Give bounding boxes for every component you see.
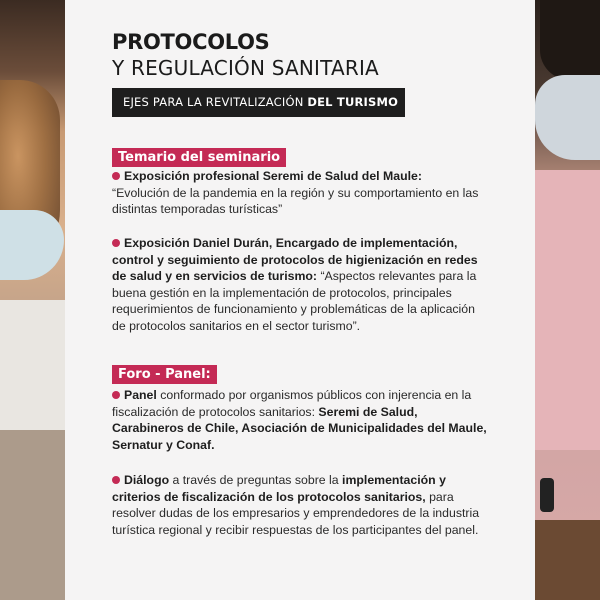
- band-bold-text: DEL TURISMO: [307, 95, 399, 109]
- photo-face-mask: [0, 210, 64, 280]
- background-photo-right: [535, 0, 600, 600]
- item-heading: Exposición Daniel Durán, Encargado de implementación, control y seguimiento de protocolos de higienización en redes de salud y en servicios de turismo:: [112, 236, 478, 284]
- photo-face-mask: [535, 75, 600, 160]
- theme-band: [112, 88, 405, 117]
- item-heading: Diálogo: [124, 473, 170, 487]
- photo-watch: [540, 478, 554, 512]
- item-text: “Aspectos relevantes para la buena gestión en la implementación de protocolos, principales requerimientos de funcionamiento y problemáticas de la aplicación de protocolos sanitarios en el sector turismo”.: [112, 269, 477, 333]
- photo-table: [535, 520, 600, 600]
- page-subtitle: Y REGULACIÓN SANITARIA: [112, 56, 379, 80]
- bullet-dot-icon: [112, 172, 120, 180]
- photo-hair: [540, 0, 600, 80]
- bullet-dot-icon: [112, 239, 120, 247]
- section-label-foro: Foro - Panel:: [112, 365, 217, 384]
- item-text: conformado por organismos públicos con injerencia en la fiscalización de protocolos sanitarios:: [112, 388, 472, 419]
- list-item: [112, 472, 492, 538]
- content-card: [65, 0, 535, 600]
- item-text: a través de preguntas sobre la: [169, 473, 343, 487]
- item-heading: Panel: [124, 388, 157, 402]
- section-label-temario: Temario del seminario: [112, 148, 286, 167]
- item-bold-text: Seremi de Salud, Carabineros de Chile, Asociación de Municipalidades del Maule, Sernatur y Conaf.: [112, 404, 487, 452]
- photo-shirt: [535, 170, 600, 450]
- item-text-2: para resolver dudas de los empresarios y emprendedores de la industria turística regional y recibir respuestas de los participantes del panel.: [112, 489, 480, 537]
- list-item: [112, 387, 492, 453]
- page-title: PROTOCOLOS: [112, 30, 270, 54]
- bullet-dot-icon: [112, 391, 120, 399]
- background-photo-left: [0, 0, 65, 600]
- item-heading: Exposición profesional Seremi de Salud del Maule:: [124, 169, 422, 183]
- list-item: [112, 235, 492, 335]
- item-text: “Evolución de la pandemia en la región y su comportamiento en las distintas temporadas turísticas”: [112, 185, 479, 217]
- item-bold-text: implementación y criterios de fiscalización de los protocolos sanitarios,: [112, 473, 446, 504]
- photo-chair: [0, 430, 65, 600]
- list-item: [112, 168, 492, 218]
- band-text: EJES PARA LA REVITALIZACIÓN: [123, 95, 308, 109]
- bullet-dot-icon: [112, 476, 120, 484]
